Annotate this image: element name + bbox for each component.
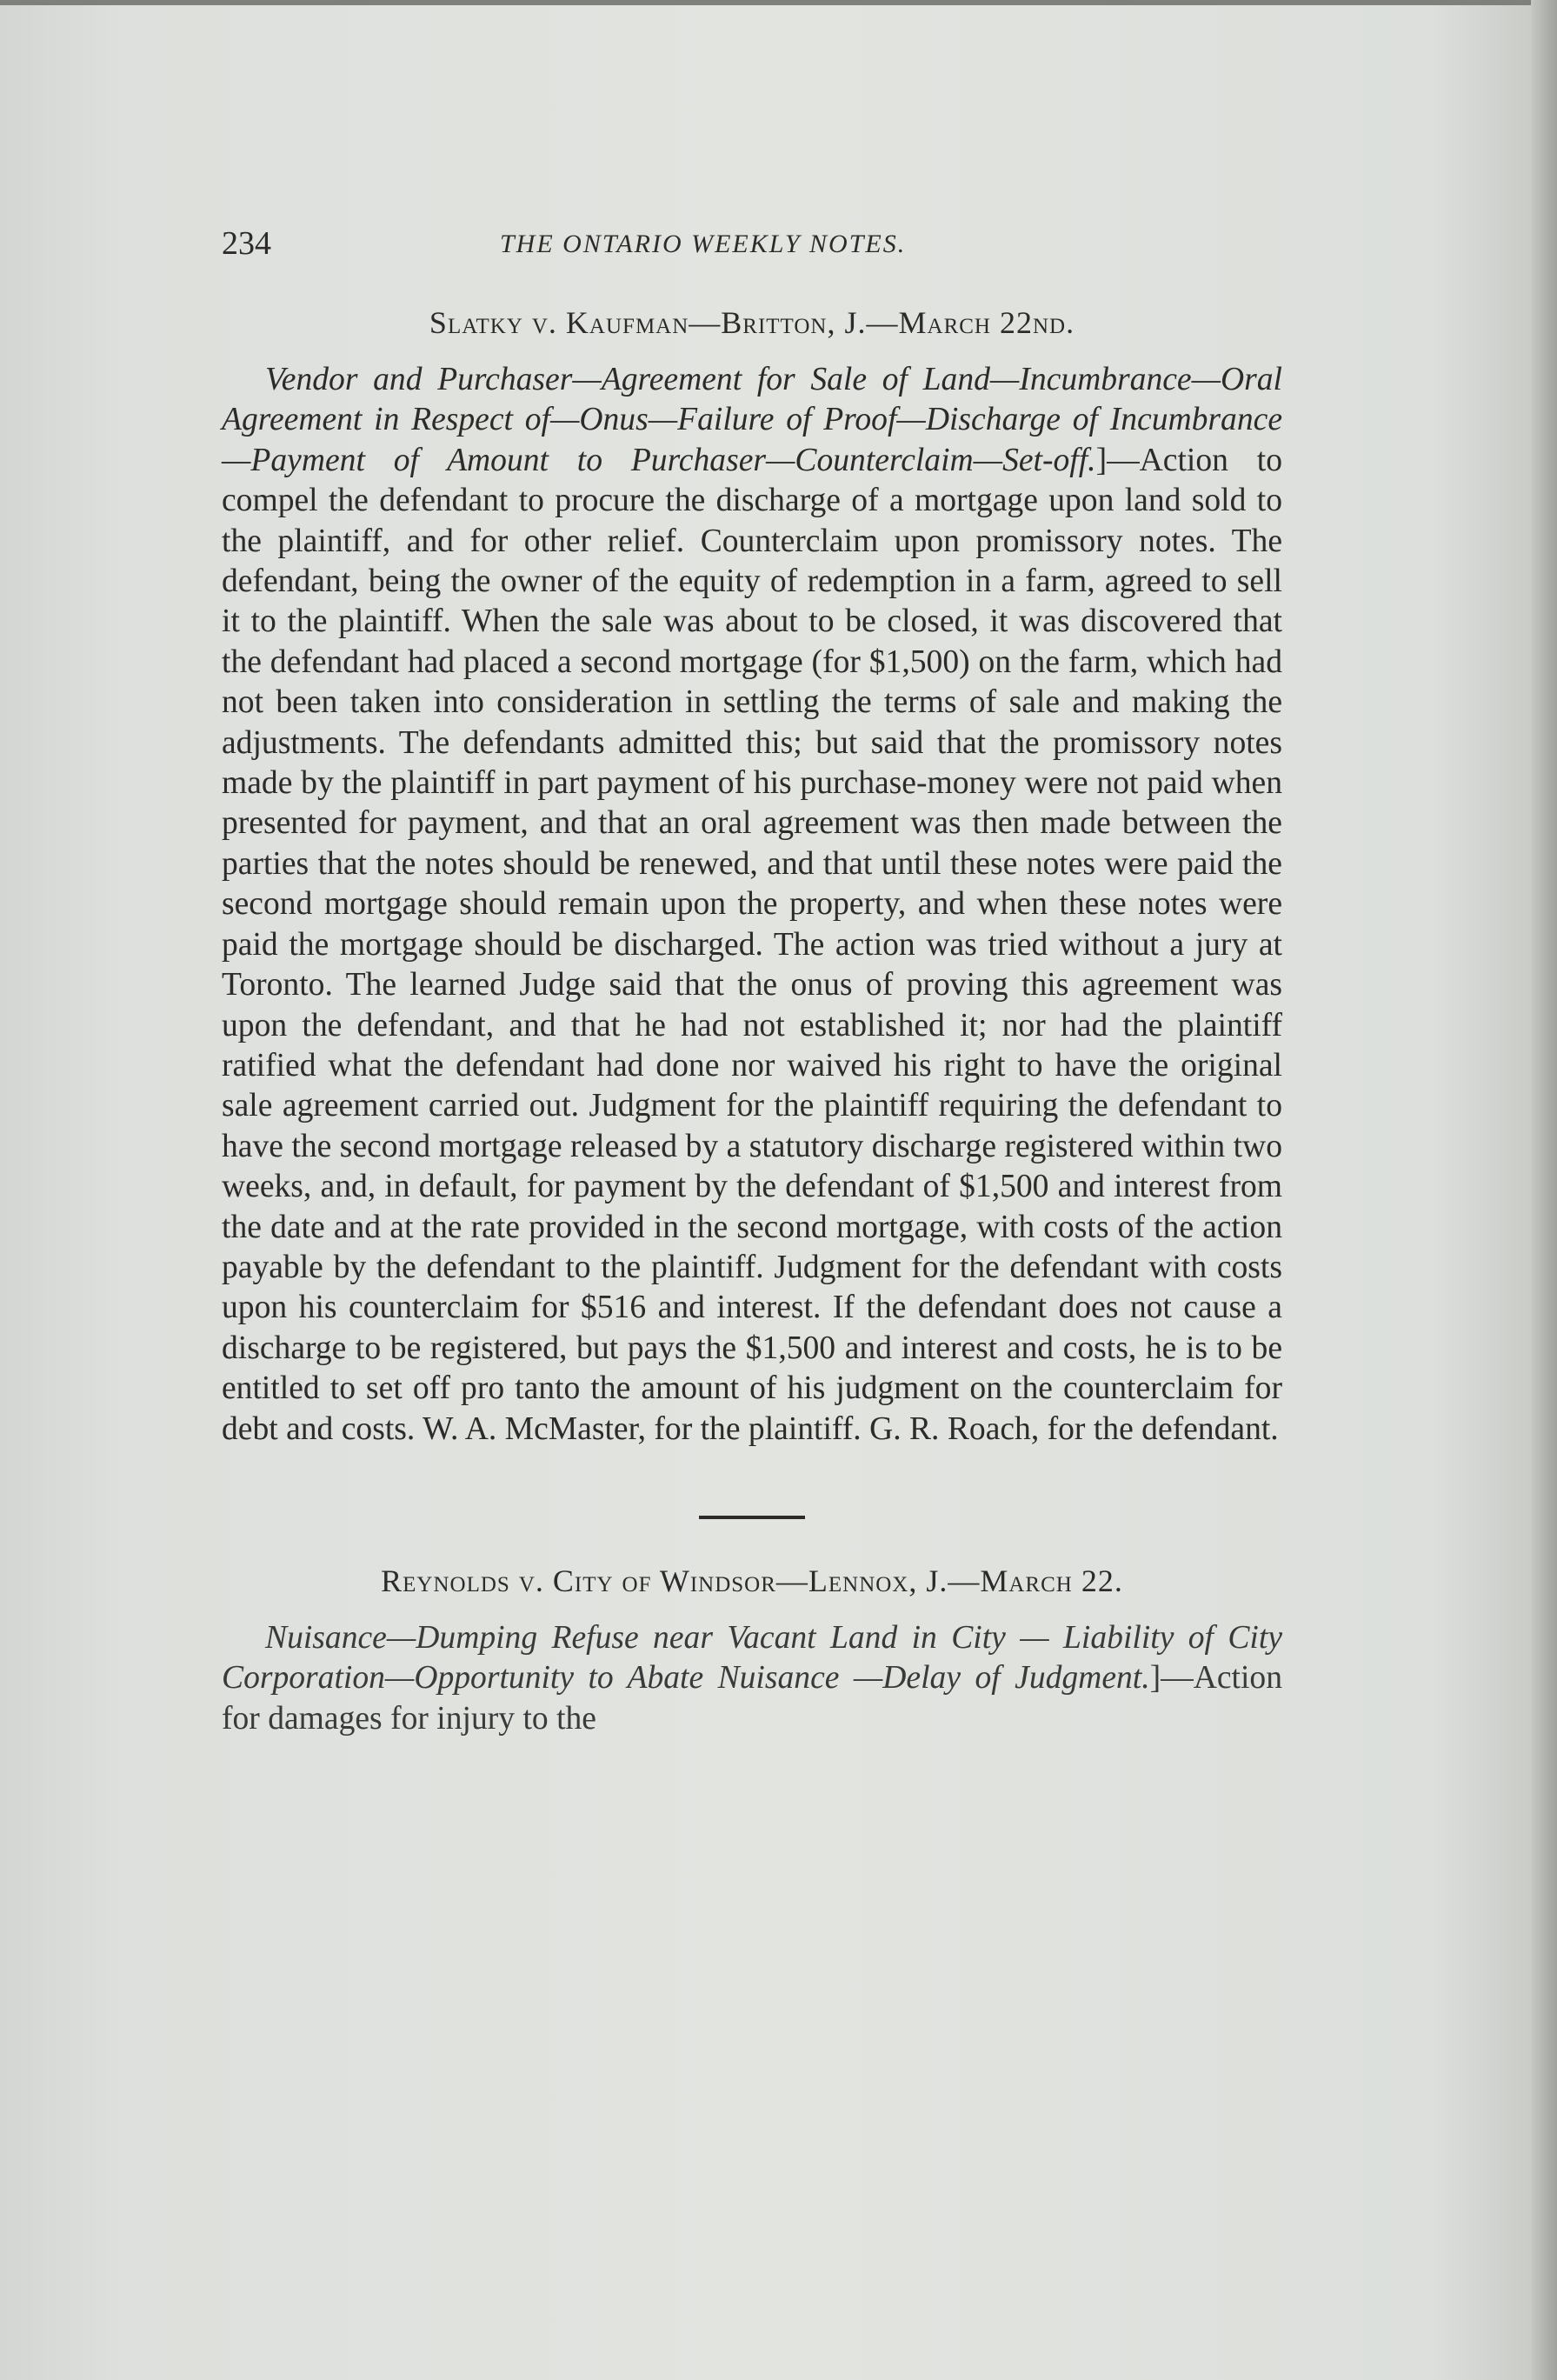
case-headnote: Nuisance—Dumping Refuse near Vacant Land in City — Liability of City Corporation—Opportunity to Abate Nuisance —Delay of Judgment. bbox=[222, 1619, 1282, 1697]
case-paragraph bbox=[222, 1618, 1282, 1739]
page-gutter-shadow bbox=[1531, 0, 1557, 2380]
section-divider bbox=[699, 1516, 805, 1519]
top-edge-shadow bbox=[0, 0, 1557, 5]
page-header bbox=[222, 224, 1282, 268]
case-heading: Slatky v. Kaufman—Britton, J.—March 22nd. bbox=[429, 305, 1075, 340]
case-slatky-v-kaufman bbox=[222, 304, 1282, 1450]
page-number: 234 bbox=[222, 225, 271, 262]
page-content bbox=[222, 304, 1282, 1739]
case-reynolds-v-windsor bbox=[222, 1563, 1282, 1739]
running-title: THE ONTARIO WEEKLY NOTES. bbox=[500, 230, 907, 258]
case-text: ]—Action to compel the defendant to procure the discharge of a mortgage upon land sold to the plaintiff, and for other relief. Counterclaim upon promissory notes. The defendant, being the owner of the equity of redemption in a farm, agreed to sell it to the plaintiff. When the sale was about to be closed, it was discovered that the defendant had placed a second mortgage (for $1,500) on the farm, which had not been taken into consideration in settling the terms of sale and making the adjustments. The defendants admitted this; but said that the promissory notes made by the plaintiff in part payment of his purchase-money were not paid when presented for payment, and that an oral agreement was then made between the parties that the notes should be renewed, and that until these notes were paid the second mortgage should remain upon the property, and when these notes were paid the mortgage should be discharged. The action was tried without a jury at Toronto. The learned Judge said that the onus of proving this agreement was upon the defendant, and that he had not established it; nor had the plaintiff ratified what the defendant had done nor waived his right to have the original sale agreement carried out. Judgment for the plaintiff requiring the defendant to have the second mortgage released by a statutory discharge registered within two weeks, and, in default, for payment by the defendant of $1,500 and interest from the date and at the rate provided in the second mortgage, with costs of the action payable by the defendant to the plaintiff. Judgment for the defendant with costs upon his counterclaim for $516 and interest. If the defendant does not cause a discharge to be registered, but pays the $1,500 and interest and costs, he is to be entitled to set off pro tanto the amount of his judgment on the counterclaim for debt and costs. W. A. McMaster, for the plaintiff. G. R. Roach, for the defendant. bbox=[222, 442, 1282, 1447]
case-text: ]—Action for damages for injury to the bbox=[222, 1660, 1282, 1737]
case-paragraph bbox=[222, 360, 1282, 1450]
case-headnote: Vendor and Purchaser—Agreement for Sale of Land—Incumbrance—Oral Agreement in Respect of—Onus—Failure of Proof—Discharge of Incumbrance—Payment of Amount to Purchaser—Counterclaim—Set-off. bbox=[222, 362, 1282, 478]
case-heading: Reynolds v. City of Windsor—Lennox, J.—March 22. bbox=[381, 1563, 1123, 1598]
